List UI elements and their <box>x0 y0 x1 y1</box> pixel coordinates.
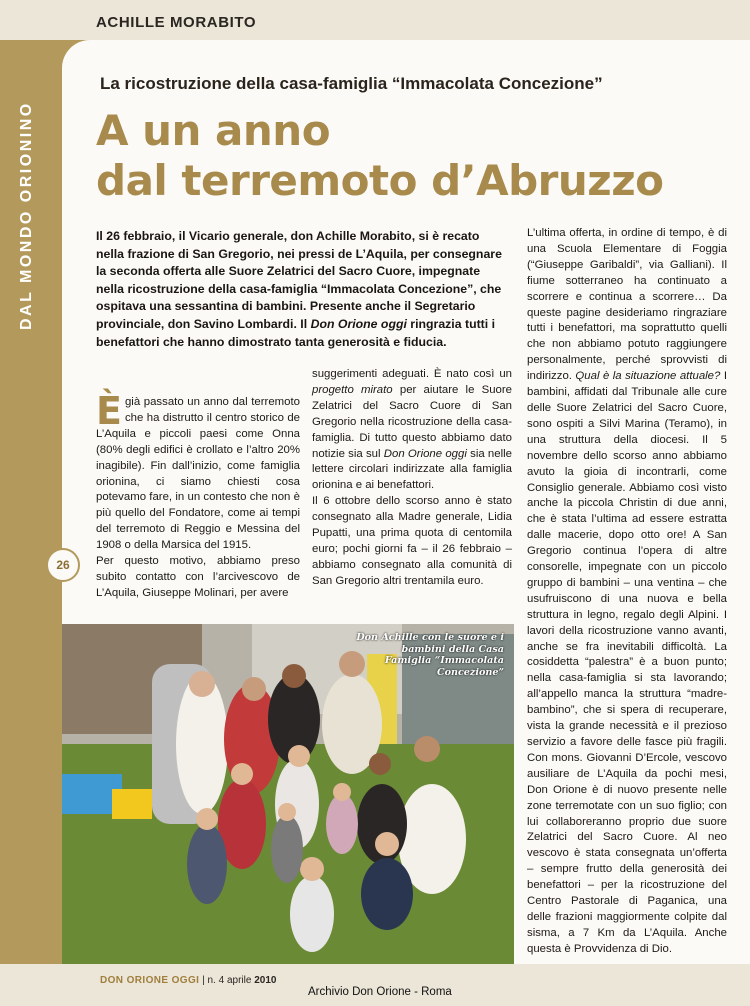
drop-cap: È <box>96 389 122 433</box>
paragraph-text: I bambini, affidati dal Tribunale alle cure delle Suore Zelatrici del Sacro Cuore, sono ospiti a Silvi Marina (Teramo), in una struttura della diocesi. Il 5 novembre dello scorso anno abbiamo avuto la gioia di incontrarli, come Consiglio generale. Abbiamo così visto anche la piccola Christin di due anni, che è stata l’ultima ad essere estratta dalle macerie, dopo otto ore! A San Gregorio continua l’opera di altre consorelle, impegnate con un piccolo gruppo di bambini – una ventina – che usufruiscono di una nuova e bella struttura in legno, regalo degli Alpini. I lavori della ricostruzione vanno avanti, anche se fra inevitabili difficoltà. La cosiddetta “palestra” è a buon punto; nella casa-famiglia si sta lavorando; all’appello manca la struttura “madre-bambino”, che si spera di recuperare, vista la grande necessità e il prezioso servizio a favore delle fasce più fragili. Con mons. Giovanni D’Ercole, vescovo ausiliare de L’Aquila da pochi mesi, Don Orione è di nuovo presente nelle zone terremotate con un suo figlio; con lui collaboreranno proprio due suore Zelatrici del Sacro Cuore. Al neo vescovo è stata consegnata un’offerta – sempre frutto della generosità dei benefattori – per la ricostruzione del Centro Pastorale di Paganica, una delle frazioni maggiormente colpite dal sisma, a 7 Km da L’Aquila. Anche questa è Provvidenza di Dio. <box>527 370 727 955</box>
title-line-2: dal terremoto d’Abruzzo <box>96 156 664 205</box>
emphasis: Qual è la situazione attuale? <box>575 370 721 383</box>
page-footer: DON ORIONE OGGI | n. 4 aprile 2010 <box>100 975 277 986</box>
paragraph-text: suggerimenti adeguati. È nato così un <box>312 368 512 380</box>
page-number: 26 <box>46 548 80 582</box>
section-label: DAL MONDO ORIONINO <box>18 101 35 330</box>
issue-info: n. 4 aprile <box>207 975 252 986</box>
paragraph: Per questo motivo, abbiamo preso subito contatto con l’arcivescovo de L’Aquila, Giuseppe Molinari, per avere <box>96 555 300 599</box>
paragraph-text: già passato un anno dal terremoto che ha distrutto il centro storico de L’Aquila e piccoli paesi come Onna (80% degli edifici è crollato e l’altro 20% inagibile). Fin dall’inizio, come famiglia orionina, ci siamo chiesti cosa potevamo fare, in un contesto che non è più quello del Fondatore, come ai tempi del terremoto di Reggio e Messina del 1908 o della Marsica del 1915. <box>96 396 300 552</box>
title-line-1: A un anno <box>96 106 331 155</box>
paragraph-text: per aiutare le Suore Zelatrici del Sacro Cuore di San Gregorio nella ricostruzione della casa-famiglia. Di tutto questo abbiamo dato notizie sia sul <box>312 383 513 460</box>
lead-magazine-name: Don Orione oggi <box>310 316 407 331</box>
paragraph-text: L’ultima offerta, in ordine di tempo, è di una Scuola Elementare di Foggia (“Giuseppe Garibaldi”, via Galliani). Il fiume sotterraneo ha continuato a scorrere e continua a scorrere… Da queste pagine desideriamo ringraziare tutti i benefattori, ma soprattutto quelli che non abbiamo potuto raggiungere personalmente, perché sprovvisti di indirizzo. <box>527 227 727 383</box>
article-lead <box>96 228 508 351</box>
body-column-2 <box>312 367 512 590</box>
body-column-3 <box>527 226 727 958</box>
paragraph <box>527 226 727 958</box>
issue-year: 2010 <box>254 975 277 986</box>
paragraph <box>312 367 512 494</box>
body-column-1 <box>96 389 300 602</box>
paragraph: Il 6 ottobre dello scorso anno è stato consegnato alla Madre generale, Lidia Pupatti, una prima quota di centomila euro; pochi giorni fa – il 26 febbraio – abbiamo consegnato alla comunità di San Gregorio altri trentamila euro. <box>312 495 512 587</box>
running-header-author: ACHILLE MORABITO <box>96 14 257 31</box>
article-kicker: La ricostruzione della casa-famiglia “Immacolata Concezione” <box>100 74 603 93</box>
paragraph <box>96 389 300 554</box>
magazine-name: DON ORIONE OGGI <box>100 975 200 986</box>
emphasis: Don Orione oggi <box>383 447 467 460</box>
photo-caption: Don Achille con le suore e i bambini della Casa Famiglia “Immacolata Concezione” <box>356 632 504 678</box>
lead-text-1: Il 26 febbraio, il Vicario generale, don Achille Morabito, si è recato nella frazione di San Gregorio, nei pressi de L’Aquila, per consegnare la seconda offerta alle Suore Zelatrici del Sacro Cuore, impegnate nella ricostruzione della casa-famiglia “Immacolata Concezione”, che ospitava una sessantina di bambini. Presente anche il Segretario provinciale, don Savino Lombardi. Il <box>96 229 502 331</box>
section-sidebar <box>0 40 62 340</box>
group-photo <box>62 624 514 964</box>
archive-credit: Archivio Don Orione - Roma <box>308 986 452 998</box>
paragraph-text: sia nelle lettere circolari indirizzate alla famiglia orionina e ai benefattori. <box>312 447 512 492</box>
article-title <box>96 106 664 206</box>
emphasis: progetto mirato <box>312 383 393 396</box>
lead-text-2: ringrazia tutti i benefattori che hanno dimostrato tanta generosità e fiducia. <box>96 316 496 349</box>
